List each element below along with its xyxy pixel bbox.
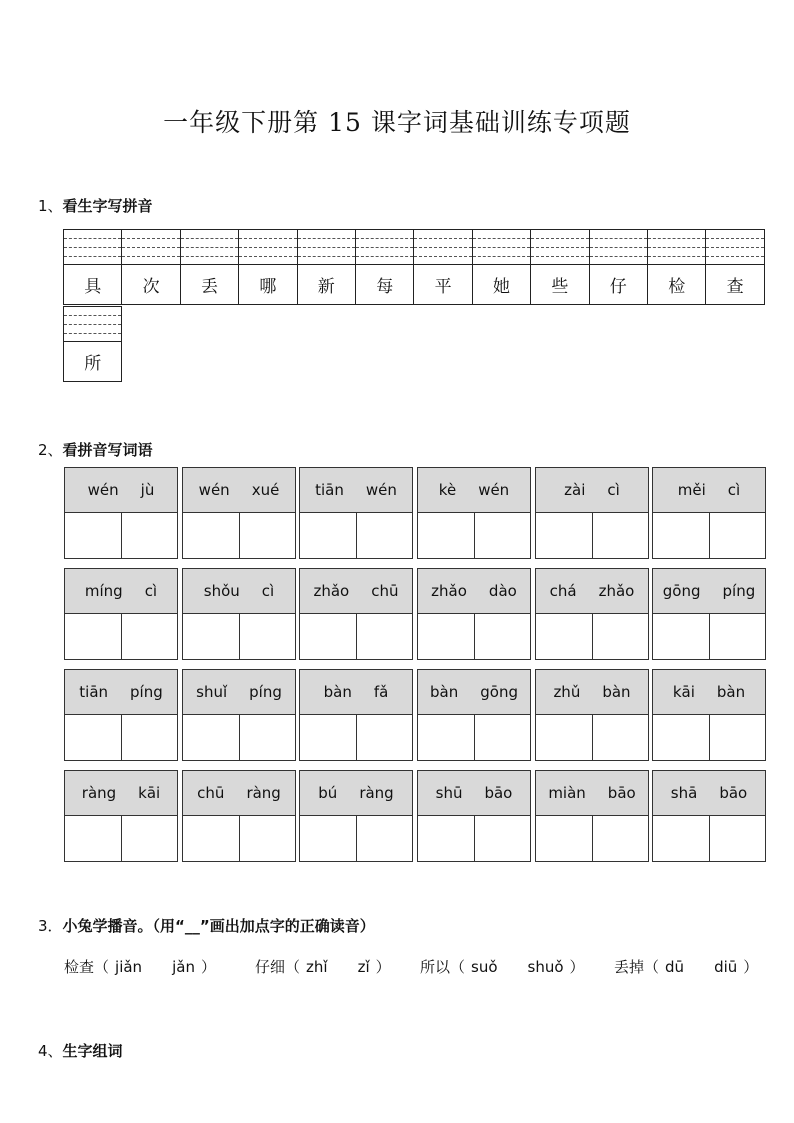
pinyin-syllable: dào (488, 582, 517, 600)
pinyin-row (418, 670, 530, 715)
pinyin-row (183, 569, 295, 614)
pinyin-syllable: píng (130, 683, 163, 701)
section3-heading (38, 915, 375, 936)
paren-open: （ (644, 958, 660, 976)
pinyin-row (536, 670, 648, 715)
answer-cells[interactable] (300, 613, 412, 659)
pinyin-writing-lines[interactable] (414, 230, 471, 265)
pinyin-row (536, 468, 648, 513)
pinyin-syllable: wén (478, 481, 510, 499)
char-box (413, 229, 472, 305)
word-box (535, 467, 649, 559)
pinyin-syllable: kāi (138, 784, 161, 802)
answer-cells[interactable] (418, 714, 530, 760)
answer-cells[interactable] (653, 714, 765, 760)
pinyin-writing-lines[interactable] (473, 230, 530, 265)
pinyin-syllable: shā (670, 784, 698, 802)
pinyin-syllable: bàn (716, 683, 746, 701)
word-box (64, 669, 178, 761)
pinyin-syllable: chū (371, 582, 399, 600)
paren-open: （ (94, 958, 110, 976)
char-box (647, 229, 706, 305)
pinyin-writing-lines[interactable] (122, 230, 179, 265)
pinyin-syllable: xué (251, 481, 280, 499)
hanzi-char: 所 (84, 353, 102, 374)
pinyin-row (300, 468, 412, 513)
pinyin-syllable: zhǎo (431, 582, 467, 600)
hanzi-char: 仔 (609, 276, 627, 297)
pinyin-row (418, 468, 530, 513)
section3-number: 3． (38, 917, 63, 935)
char-box (121, 229, 180, 305)
hanzi-char: 平 (434, 276, 452, 297)
word-box (417, 568, 531, 660)
word-box (182, 770, 296, 862)
paren-close: ） (569, 958, 585, 976)
answer-cells[interactable] (653, 815, 765, 861)
option-a[interactable]: dū (665, 958, 685, 976)
char-box (297, 229, 356, 305)
pinyin-syllable: bāo (607, 784, 636, 802)
option-a[interactable]: zhǐ (306, 958, 328, 976)
pinyin-syllable: zhǎo (598, 582, 635, 600)
pinyin-row (65, 468, 177, 513)
word-box (182, 669, 296, 761)
pinyin-syllable: gōng (662, 582, 701, 600)
word-box (652, 467, 766, 559)
answer-cells[interactable] (65, 512, 177, 558)
reading-choice-item (420, 956, 585, 977)
pinyin-row (653, 771, 765, 816)
pinyin-row (183, 771, 295, 816)
word-box (535, 568, 649, 660)
pinyin-syllable: ràng (81, 784, 117, 802)
pinyin-row (653, 670, 765, 715)
section1-title: 看生字写拼音 (62, 197, 153, 215)
paren-open: （ (450, 958, 466, 976)
pinyin-syllable: wén (365, 481, 397, 499)
hanzi-char: 每 (376, 276, 394, 297)
word-box (652, 669, 766, 761)
paren-close: ） (743, 958, 759, 976)
pinyin-writing-lines[interactable] (706, 230, 763, 265)
pinyin-writing-lines[interactable] (181, 230, 238, 265)
pinyin-syllable: bàn (430, 683, 459, 701)
answer-cells[interactable] (653, 613, 765, 659)
word-box (182, 467, 296, 559)
char-box (63, 229, 122, 305)
pinyin-syllable: zhǔ (553, 683, 581, 701)
answer-cells[interactable] (418, 613, 530, 659)
answer-cells[interactable] (536, 512, 648, 558)
option-b[interactable]: zǐ (357, 958, 370, 976)
word-box (417, 770, 531, 862)
hanzi-char: 新 (317, 276, 335, 297)
pinyin-syllable: shuǐ (196, 683, 228, 701)
word-box (535, 770, 649, 862)
pinyin-writing-lines[interactable] (64, 307, 121, 342)
pinyin-syllable: miàn (548, 784, 586, 802)
word-box (299, 669, 413, 761)
pinyin-syllable: cì (727, 481, 741, 499)
pinyin-syllable: píng (249, 683, 282, 701)
pinyin-writing-lines[interactable] (64, 230, 121, 265)
pinyin-writing-lines[interactable] (298, 230, 355, 265)
word-box (299, 770, 413, 862)
char-box (530, 229, 589, 305)
pinyin-syllable: měi (677, 481, 706, 499)
word-box (64, 467, 178, 559)
hanzi-char: 她 (492, 276, 510, 297)
answer-cells[interactable] (183, 512, 295, 558)
pinyin-syllable: shū (435, 784, 463, 802)
char-box (589, 229, 648, 305)
answer-cells[interactable] (65, 815, 177, 861)
pinyin-writing-lines[interactable] (531, 230, 588, 265)
pinyin-row (65, 670, 177, 715)
pinyin-syllable: kāi (672, 683, 695, 701)
pinyin-syllable: bàn (602, 683, 631, 701)
pinyin-syllable: bāo (719, 784, 748, 802)
pinyin-writing-lines[interactable] (590, 230, 647, 265)
option-a[interactable]: suǒ (471, 958, 498, 976)
section4-number: 4、 (38, 1042, 63, 1060)
hanzi-char: 些 (551, 276, 569, 297)
pinyin-syllable: zhǎo (313, 582, 350, 600)
pinyin-syllable: fǎ (373, 683, 389, 701)
pinyin-syllable: chū (197, 784, 225, 802)
pinyin-writing-lines[interactable] (239, 230, 296, 265)
answer-cells[interactable] (65, 613, 177, 659)
hanzi-char: 查 (726, 276, 744, 297)
pinyin-row (653, 468, 765, 513)
pinyin-syllable: bú (318, 784, 338, 802)
pinyin-syllable: zài (564, 481, 586, 499)
answer-cells[interactable] (183, 815, 295, 861)
char-box (180, 229, 239, 305)
hanzi-char: 次 (142, 276, 160, 297)
char-box (472, 229, 531, 305)
answer-cells[interactable] (300, 512, 412, 558)
char-box (238, 229, 297, 305)
reading-word: 所以 (420, 958, 451, 976)
answer-cells[interactable] (300, 815, 412, 861)
pinyin-row (183, 468, 295, 513)
paren-close: ） (375, 958, 391, 976)
pinyin-syllable: shǒu (203, 582, 240, 600)
pinyin-syllable: míng (84, 582, 123, 600)
pinyin-syllable: kè (438, 481, 457, 499)
pinyin-writing-lines[interactable] (356, 230, 413, 265)
char-box (63, 306, 122, 382)
paren-close: ） (200, 958, 216, 976)
reading-word: 仔细 (255, 958, 286, 976)
pinyin-syllable: bāo (484, 784, 513, 802)
answer-cells[interactable] (418, 512, 530, 558)
answer-cells[interactable] (183, 613, 295, 659)
pinyin-writing-lines[interactable] (648, 230, 705, 265)
pinyin-syllable: bàn (323, 683, 352, 701)
word-box (64, 770, 178, 862)
char-box (355, 229, 414, 305)
pinyin-syllable: píng (722, 582, 756, 600)
hanzi-char: 哪 (259, 276, 277, 297)
section4-title: 生字组词 (62, 1042, 123, 1060)
pinyin-row (300, 569, 412, 614)
answer-cells[interactable] (653, 512, 765, 558)
pinyin-syllable: tiān (79, 683, 109, 701)
word-box (417, 669, 531, 761)
reading-choice-item (64, 956, 216, 977)
section1-number: 1、 (38, 197, 63, 215)
pinyin-row (300, 670, 412, 715)
char-box (705, 229, 764, 305)
pinyin-syllable: jù (140, 481, 155, 499)
section1-heading (38, 195, 153, 216)
page-title: 一年级下册第 15 课字词基础训练专项题 (163, 108, 631, 137)
pinyin-syllable: cì (144, 582, 158, 600)
answer-cells[interactable] (183, 714, 295, 760)
pinyin-row (418, 569, 530, 614)
pinyin-syllable: ràng (246, 784, 281, 802)
reading-word: 丢掉 (614, 958, 645, 976)
section2-title: 看拼音写词语 (62, 441, 153, 459)
hanzi-char: 具 (84, 276, 102, 297)
word-box (299, 568, 413, 660)
option-b[interactable]: jǎn (172, 958, 195, 976)
pinyin-row (65, 771, 177, 816)
section2-number: 2、 (38, 441, 63, 459)
pinyin-row (653, 569, 765, 614)
pinyin-syllable: chá (549, 582, 577, 600)
pinyin-row (183, 670, 295, 715)
answer-cells[interactable] (300, 714, 412, 760)
pinyin-syllable: gōng (480, 683, 518, 701)
word-box (64, 568, 178, 660)
section3-title: 小兔学播音。（用“__”画出加点字的正确读音） (62, 917, 375, 935)
answer-cells[interactable] (418, 815, 530, 861)
option-a[interactable]: jiǎn (115, 958, 143, 976)
section4-heading (38, 1040, 123, 1061)
pinyin-syllable: cì (261, 582, 275, 600)
pinyin-syllable: cì (607, 481, 620, 499)
word-box (535, 669, 649, 761)
hanzi-char: 丢 (200, 276, 218, 297)
hanzi-char: 检 (668, 276, 686, 297)
word-box (652, 568, 766, 660)
pinyin-syllable: wén (87, 481, 119, 499)
answer-cells[interactable] (536, 714, 648, 760)
pinyin-row (65, 569, 177, 614)
pinyin-row (536, 569, 648, 614)
pinyin-syllable: ràng (359, 784, 394, 802)
reading-word: 检查 (64, 958, 95, 976)
option-b[interactable]: diū (714, 958, 738, 976)
pinyin-row (536, 771, 648, 816)
answer-cells[interactable] (536, 815, 648, 861)
word-box (417, 467, 531, 559)
pinyin-row (300, 771, 412, 816)
word-box (182, 568, 296, 660)
reading-choice-item (255, 956, 391, 977)
paren-open: （ (285, 958, 301, 976)
word-box (299, 467, 413, 559)
reading-choice-item (614, 956, 758, 977)
pinyin-syllable: wén (198, 481, 230, 499)
section2-heading (38, 439, 153, 460)
option-b[interactable]: shuǒ (527, 958, 564, 976)
answer-cells[interactable] (65, 714, 177, 760)
answer-cells[interactable] (536, 613, 648, 659)
pinyin-row (418, 771, 530, 816)
pinyin-syllable: tiān (315, 481, 344, 499)
word-box (652, 770, 766, 862)
